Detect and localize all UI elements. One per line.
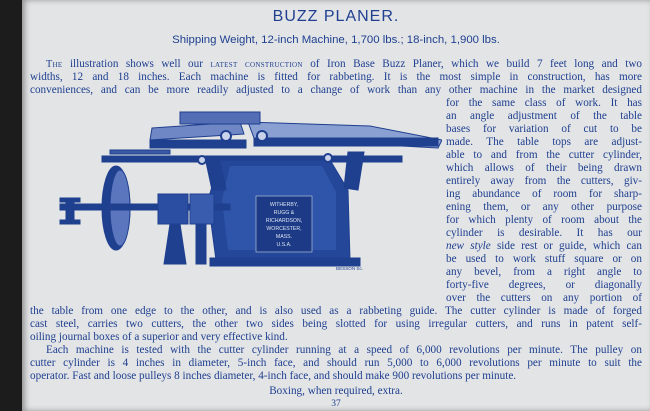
plate-line: RICHARDSON, [265, 218, 303, 224]
text-run: latest construction [210, 59, 303, 70]
text-line: cylinder is desirable. It has our [446, 227, 642, 239]
text-line: which allows of their being drawn [446, 162, 642, 174]
text-line: any bevel, from a right angle to [446, 266, 642, 278]
buzz-planer-illustration [30, 100, 442, 272]
text-line: ening them, or any other purpose [446, 201, 642, 213]
text-line: widths, 12 and 18 inches. Each machine is fitted for rabbeting. It is the most simple in construction, has more [30, 71, 642, 83]
text-line: for the same class of work. It has [446, 97, 642, 109]
boxing-note: Boxing, when required, extra. [269, 385, 403, 397]
text-line: made. The table tops are adjust- [446, 136, 642, 148]
text-line: cast steel, carries two cutters, the other two sides being slotted for using irregular cutters, and runs in patent self- [30, 318, 642, 330]
text-line: oiling journal boxes of a superior and very effective kind. [30, 331, 288, 343]
text-line [446, 240, 642, 253]
page-title: BUZZ PLANER. [272, 8, 400, 25]
plate-line: RUGG & [273, 210, 295, 216]
plate-line: WITHERBY, [269, 202, 299, 208]
text-line: be used to work stuff square or on [446, 253, 642, 265]
page-number: 37 [331, 399, 341, 409]
text-run: of Iron Base Buzz Planer, which we build 7 feet long and two [302, 58, 643, 70]
text-run: new style [446, 240, 491, 252]
text-line: an angle adjustment of the table [446, 110, 642, 122]
text-line: forty-five degrees, or diagonally [446, 279, 642, 291]
text-line: conveniences, and can be more readily adjusted to a change of work than any other machine in the market designed [30, 84, 642, 96]
text-line [30, 58, 642, 71]
text-line: for which plenty of room about the [446, 214, 642, 226]
text-line: cutter cylinder is 4 inches in diameter, 5-inch face, and should run 5,000 to 6,000 revolutions per minute to suit the [30, 357, 642, 369]
text-line [30, 344, 642, 357]
plate-line: MASS. [275, 234, 293, 240]
text-line: operator. Fast and loose pulleys 8 inches diameter, 4-inch face, and should make 900 revolutions per minute. [30, 370, 517, 382]
plate-line: WORCESTER, [266, 226, 302, 232]
text-run: The [46, 59, 63, 70]
text-line: over the cutters on any portion of [446, 292, 642, 304]
shipping-weight: Shipping Weight, 12-inch Machine, 1,700 lbs.; 18-inch, 1,900 lbs. [172, 34, 500, 46]
text-line: ing abundance of room for sharp- [446, 188, 642, 200]
catalog-page [22, 0, 650, 411]
text-line: able to and from the cutter cylinder, [446, 149, 642, 161]
engraver-signature: BESSON Sc. [336, 266, 364, 271]
text-run: illustration shows well our [62, 58, 211, 70]
plate-line: U.S.A. [276, 242, 292, 248]
text-run: Each machine is tested with the cutter cylinder running at a speed of 6,000 revolutions per minute. The pulley on [46, 344, 642, 356]
text-run: side rest or guide, which can [490, 240, 642, 252]
text-line: bases for variation of cut to be [446, 123, 642, 135]
text-line: entirely away from the cutters, giv- [446, 175, 642, 187]
text-line: the table from one edge to the other, and is also used as a rabbeting guide. The cutter cylinder is made of forged [30, 305, 642, 317]
